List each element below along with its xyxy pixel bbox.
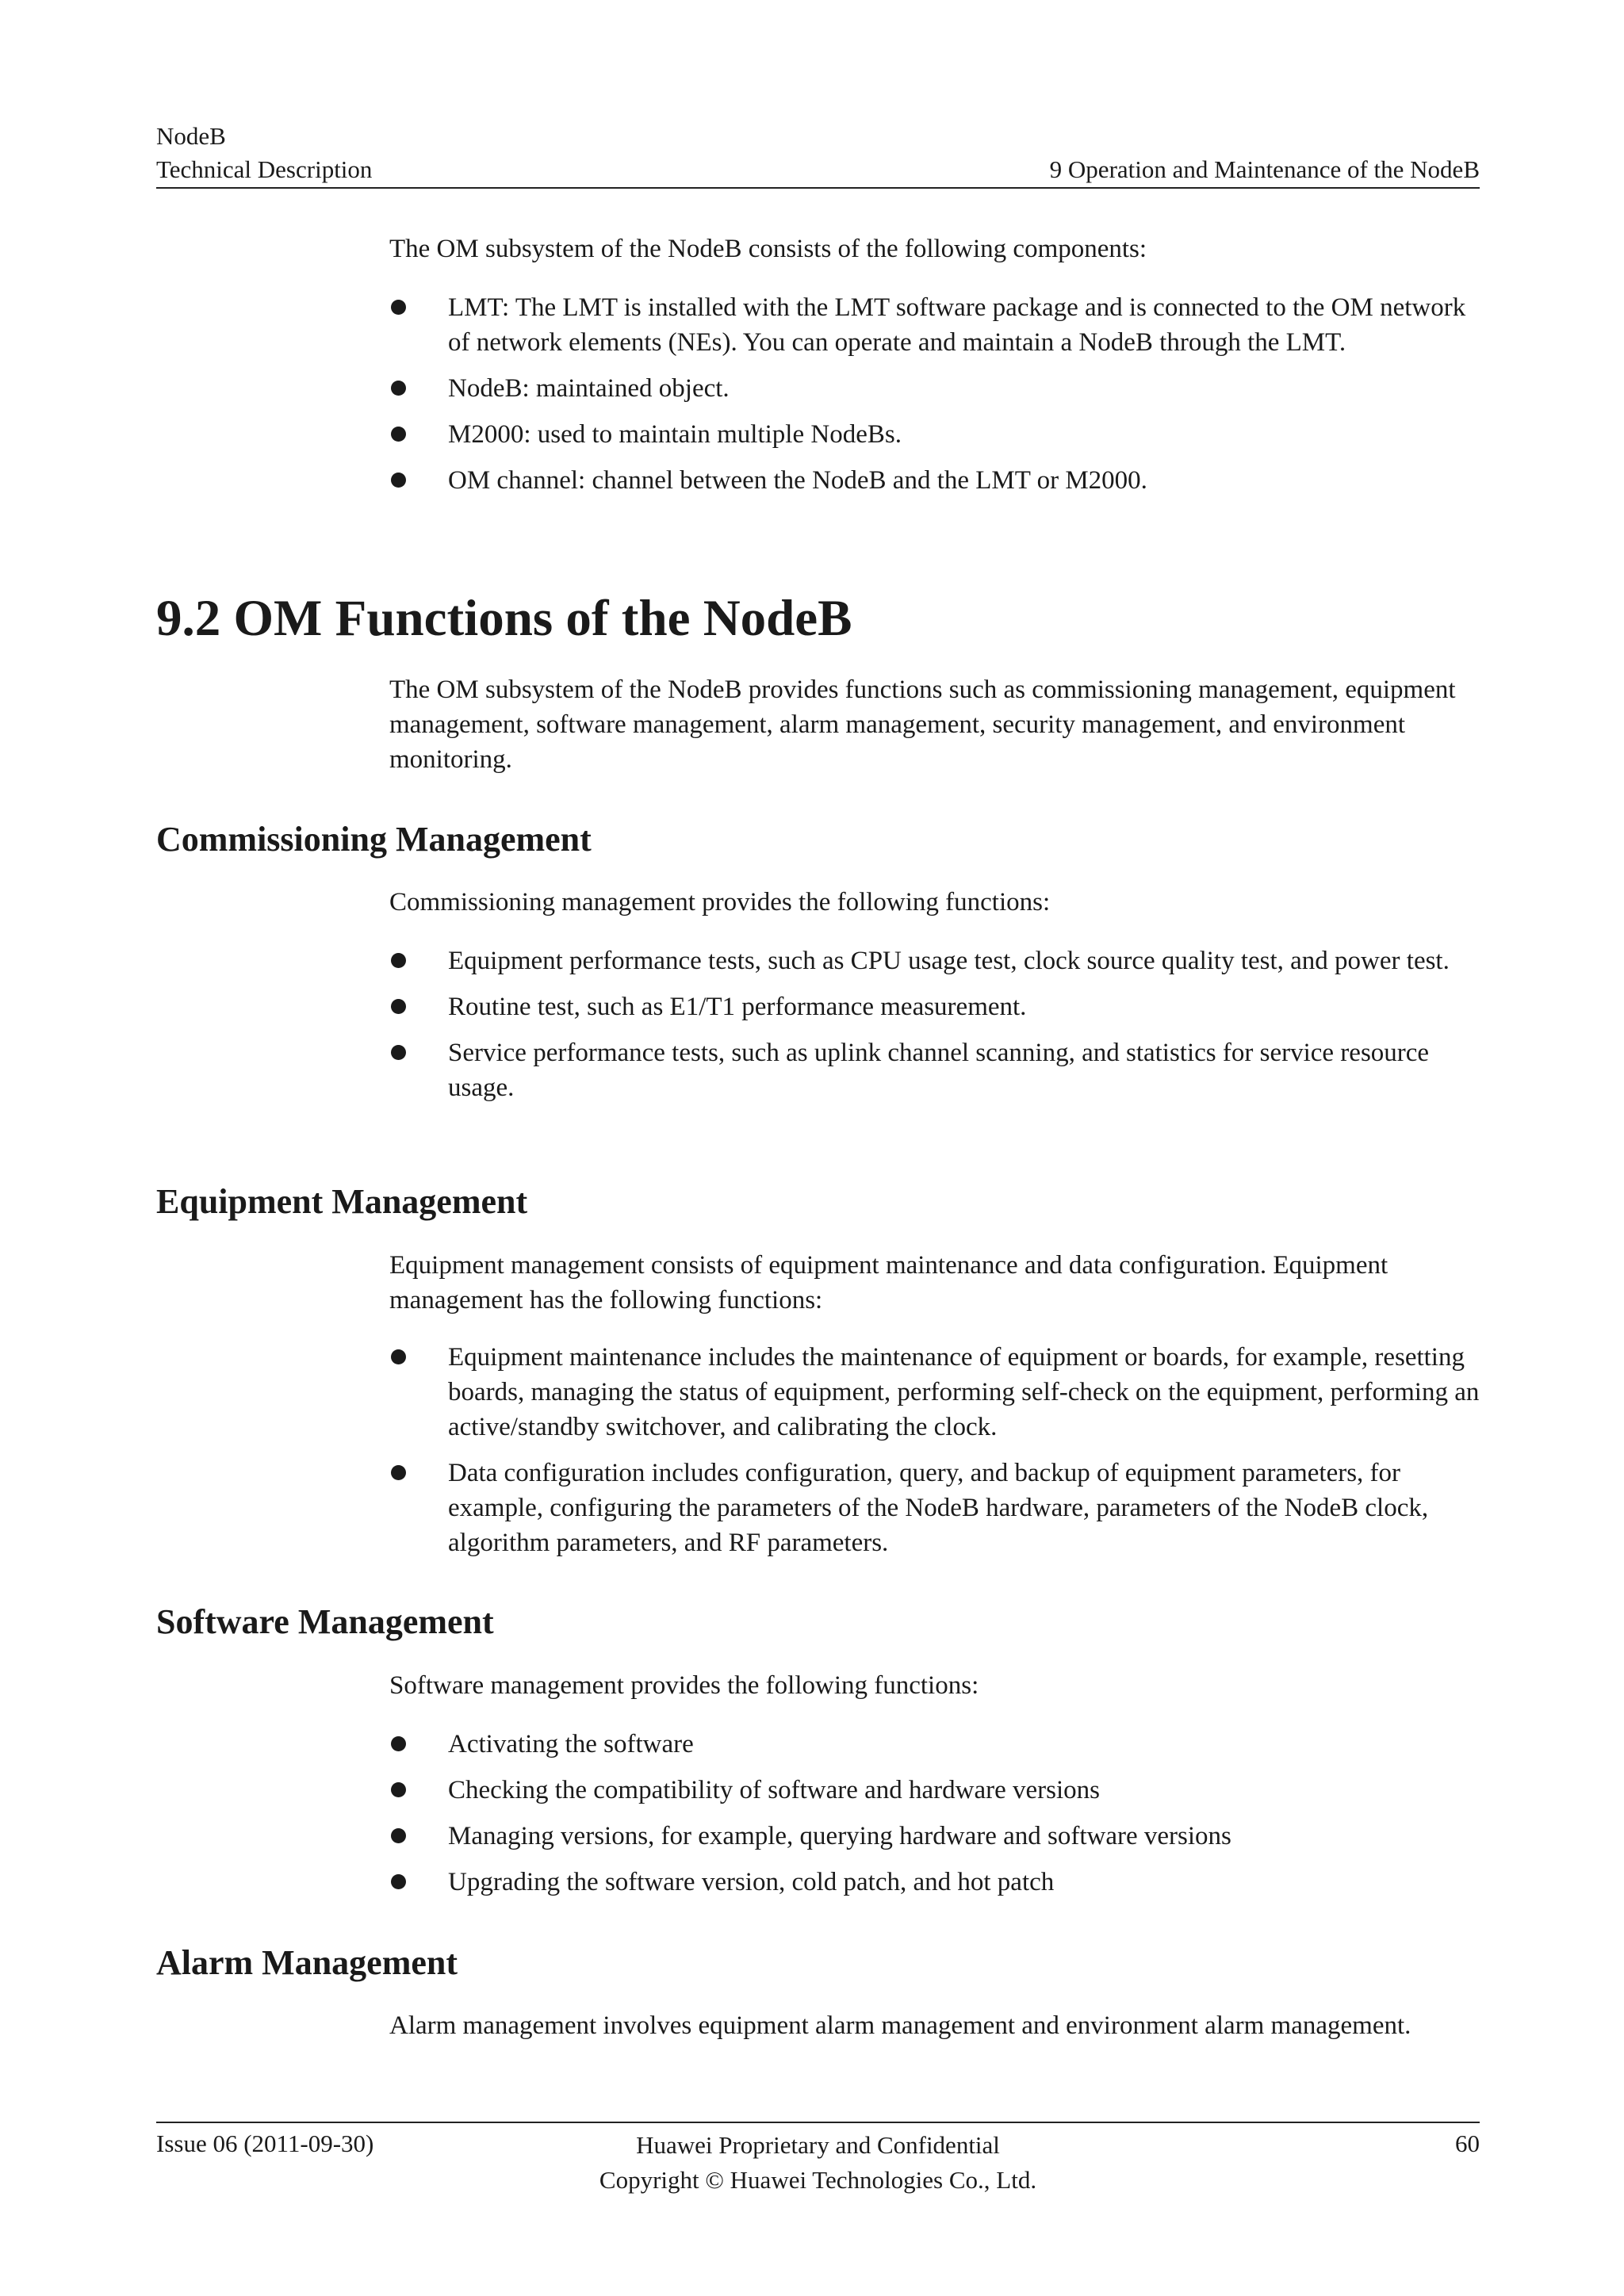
- bullet-icon: [391, 1782, 406, 1797]
- equipment-paragraph: Equipment management consists of equipment maintenance and data configuration. Equipment management has the following functions:: [389, 1251, 1388, 1314]
- bullet-icon: [391, 1045, 406, 1060]
- list-item-text: OM channel: channel between the NodeB and the LMT or M2000.: [448, 466, 1147, 495]
- bullet-icon: [391, 999, 406, 1014]
- list-item-text: NodeB: maintained object.: [448, 374, 730, 403]
- commissioning-bullet-list: [389, 943, 1484, 1116]
- list-item-text: Equipment performance tests, such as CPU usage test, clock source quality test, and power test.: [448, 947, 1450, 975]
- bullet-icon: [391, 300, 406, 315]
- software-heading: Software Management: [156, 1602, 494, 1641]
- bullet-icon: [391, 427, 406, 442]
- alarm-heading: Alarm Management: [156, 1943, 458, 1982]
- bullet-icon: [391, 1465, 406, 1480]
- intro-paragraph: The OM subsystem of the NodeB consists of the following components:: [389, 235, 1147, 263]
- commissioning-heading: Commissioning Management: [156, 820, 592, 859]
- footer-copyright: Copyright © Huawei Technologies Co., Ltd.: [599, 2166, 1037, 2194]
- bullet-icon: [391, 1349, 406, 1364]
- equipment-bullet-list: [389, 1340, 1484, 1571]
- list-item: [389, 1456, 1484, 1560]
- header-product: NodeB: [156, 122, 226, 150]
- list-item-text: M2000: used to maintain multiple NodeBs.: [448, 420, 902, 449]
- list-item-text: Data configuration includes configuration, query, and backup of equipment parameters, for example, configuring the parameters of the NodeB hardware, parameters of the NodeB clock, algorithm parameters, and RF parameters.: [448, 1459, 1429, 1557]
- list-item: [389, 1865, 1484, 1900]
- footer-issue: Issue 06 (2011-09-30): [156, 2130, 374, 2157]
- bullet-icon: [391, 1736, 406, 1751]
- bullet-icon: [391, 953, 406, 968]
- list-item: [389, 943, 1484, 978]
- software-bullet-list: [389, 1727, 1484, 1911]
- page-number: 60: [1455, 2130, 1480, 2157]
- list-item: [389, 290, 1484, 360]
- alarm-paragraph: Alarm management involves equipment alarm management and environment alarm management.: [389, 2011, 1411, 2040]
- list-item-text: Service performance tests, such as uplink channel scanning, and statistics for service resource usage.: [448, 1039, 1430, 1102]
- list-item-text: Activating the software: [448, 1730, 694, 1758]
- equipment-heading: Equipment Management: [156, 1182, 528, 1221]
- list-item-text: Routine test, such as E1/T1 performance measurement.: [448, 993, 1027, 1021]
- page-header: [156, 121, 1480, 189]
- bullet-icon: [391, 1828, 406, 1843]
- footer-confidential: Huawei Proprietary and Confidential: [636, 2131, 1000, 2159]
- bullet-icon: [391, 473, 406, 488]
- bullet-icon: [391, 1874, 406, 1889]
- section-intro-paragraph: The OM subsystem of the NodeB provides functions such as commissioning management, equipment management, software management, alarm management, security management, and environment monitoring.: [389, 675, 1456, 774]
- header-doc-type: Technical Description: [156, 155, 373, 183]
- list-item-text: Managing versions, for example, querying hardware and software versions: [448, 1822, 1231, 1850]
- list-item-text: Equipment maintenance includes the maintenance of equipment or boards, for example, resetting boards, managing the status of equipment, performing self-check on the equipment, performing an active/standby switchover, and calibrating the clock.: [448, 1343, 1480, 1441]
- bullet-icon: [391, 381, 406, 396]
- list-item: [389, 1340, 1484, 1445]
- list-item: [389, 1035, 1484, 1105]
- list-item: [389, 1819, 1484, 1854]
- list-item-text: Checking the compatibility of software and hardware versions: [448, 1776, 1101, 1804]
- footer-center: [156, 2128, 1480, 2198]
- header-chapter: 9 Operation and Maintenance of the NodeB: [1049, 155, 1480, 183]
- intro-bullet-list: [389, 290, 1484, 509]
- list-item: [389, 989, 1484, 1024]
- section-title: 9.2 OM Functions of the NodeB: [156, 590, 852, 647]
- list-item: [389, 1773, 1484, 1808]
- list-item: [389, 463, 1484, 498]
- list-item-text: Upgrading the software version, cold patch, and hot patch: [448, 1868, 1055, 1896]
- list-item: [389, 417, 1484, 452]
- list-item: [389, 1727, 1484, 1762]
- list-item-text: LMT: The LMT is installed with the LMT software package and is connected to the OM network of network elements (NEs). You can operate and maintain a NodeB through the LMT.: [448, 293, 1466, 357]
- software-paragraph: Software management provides the following functions:: [389, 1671, 979, 1700]
- page-footer: [156, 2122, 1480, 2210]
- commissioning-paragraph: Commissioning management provides the following functions:: [389, 888, 1051, 916]
- list-item: [389, 371, 1484, 406]
